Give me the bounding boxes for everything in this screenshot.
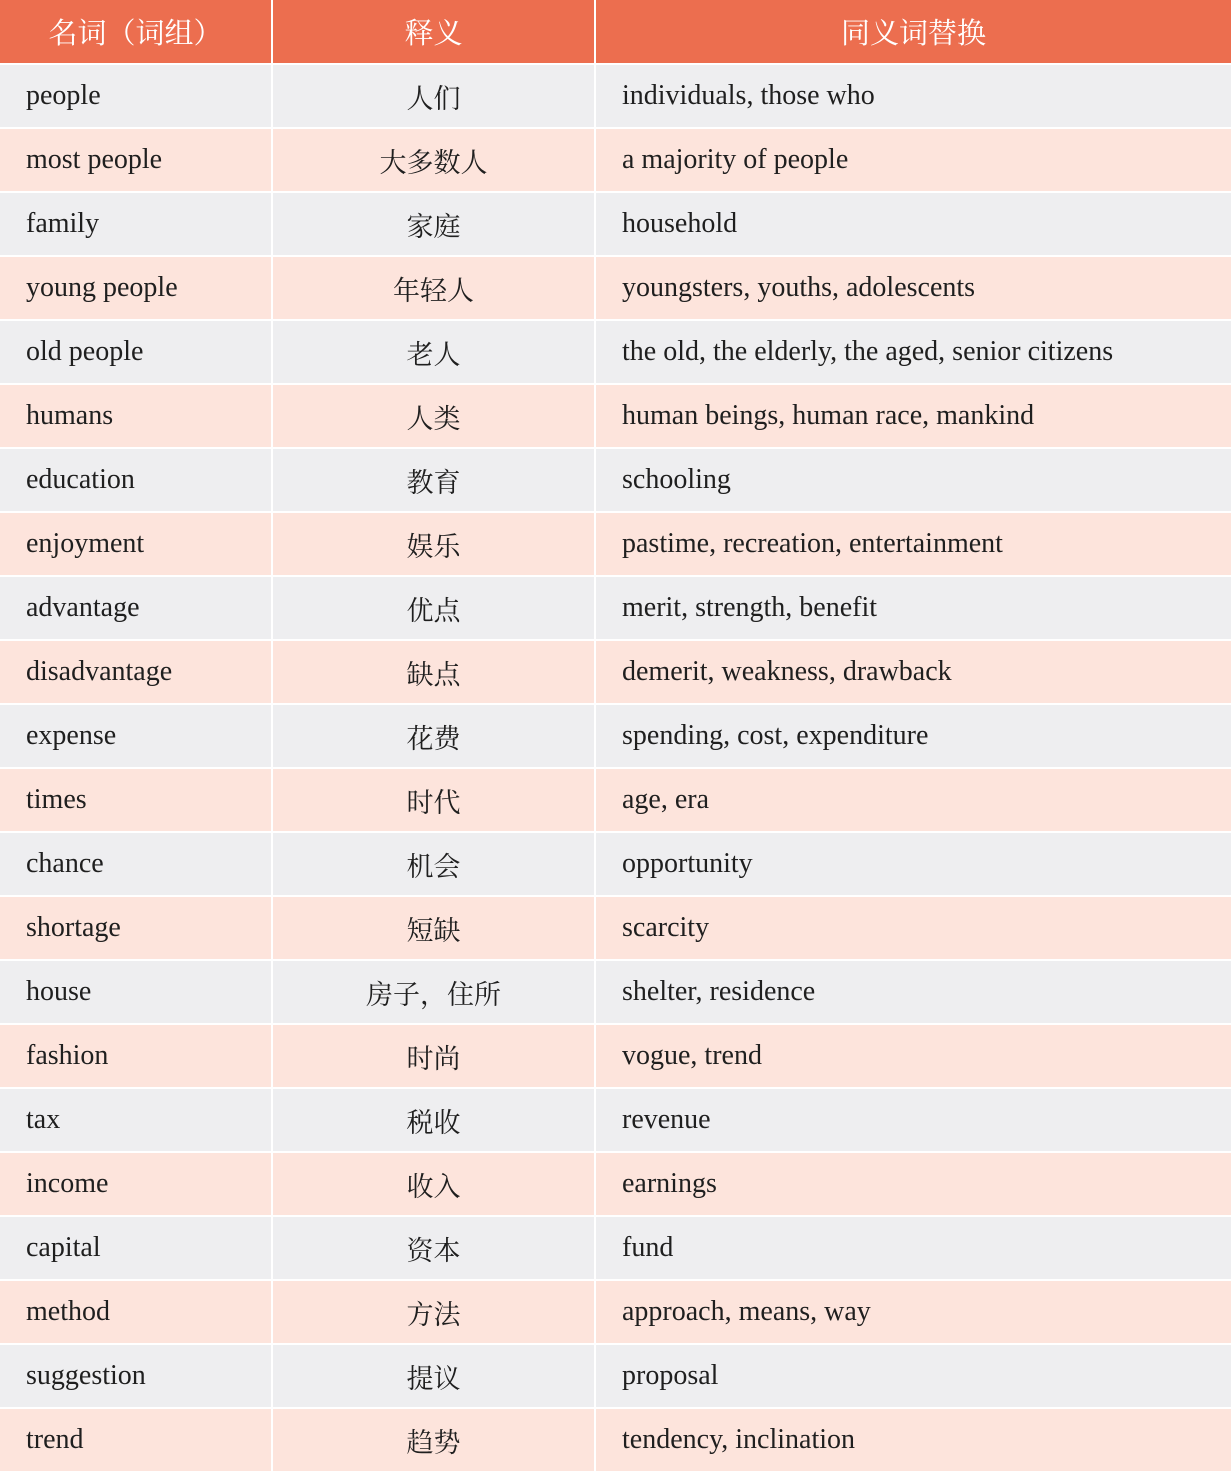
- synonyms-cell: youngsters, youths, adolescents: [595, 256, 1231, 320]
- noun-cell: income: [0, 1152, 272, 1216]
- noun-cell: method: [0, 1280, 272, 1344]
- synonyms-cell: vogue, trend: [595, 1024, 1231, 1088]
- synonyms-cell: revenue: [595, 1088, 1231, 1152]
- meaning-cell: 优点: [272, 576, 595, 640]
- meaning-cell: 短缺: [272, 896, 595, 960]
- synonyms-cell: household: [595, 192, 1231, 256]
- table-row: [0, 448, 1231, 512]
- meaning-cell: 缺点: [272, 640, 595, 704]
- synonyms-cell: proposal: [595, 1344, 1231, 1408]
- table-row: [0, 768, 1231, 832]
- meaning-cell: 娱乐: [272, 512, 595, 576]
- synonyms-cell: schooling: [595, 448, 1231, 512]
- meaning-cell: 花费: [272, 704, 595, 768]
- noun-cell: suggestion: [0, 1344, 272, 1408]
- noun-cell: tax: [0, 1088, 272, 1152]
- synonyms-cell: earnings: [595, 1152, 1231, 1216]
- table-header: [0, 0, 1231, 64]
- synonyms-cell: individuals, those who: [595, 64, 1231, 128]
- noun-cell: disadvantage: [0, 640, 272, 704]
- table-row: [0, 896, 1231, 960]
- synonyms-cell: pastime, recreation, entertainment: [595, 512, 1231, 576]
- table-row: [0, 1344, 1231, 1408]
- table-row: [0, 704, 1231, 768]
- meaning-cell: 税收: [272, 1088, 595, 1152]
- table-row: [0, 384, 1231, 448]
- meaning-cell: 时代: [272, 768, 595, 832]
- table-row: [0, 1216, 1231, 1280]
- meaning-cell: 家庭: [272, 192, 595, 256]
- meaning-cell: 大多数人: [272, 128, 595, 192]
- table-row: [0, 320, 1231, 384]
- noun-cell: trend: [0, 1408, 272, 1471]
- noun-cell: shortage: [0, 896, 272, 960]
- meaning-cell: 人们: [272, 64, 595, 128]
- meaning-cell: 提议: [272, 1344, 595, 1408]
- noun-cell: most people: [0, 128, 272, 192]
- noun-cell: expense: [0, 704, 272, 768]
- synonyms-cell: tendency, inclination: [595, 1408, 1231, 1471]
- noun-cell: enjoyment: [0, 512, 272, 576]
- synonyms-cell: human beings, human race, mankind: [595, 384, 1231, 448]
- table-row: [0, 832, 1231, 896]
- meaning-cell: 教育: [272, 448, 595, 512]
- table-row: [0, 960, 1231, 1024]
- header-noun: 名词（词组）: [0, 0, 272, 64]
- table-row: [0, 576, 1231, 640]
- noun-cell: old people: [0, 320, 272, 384]
- noun-cell: humans: [0, 384, 272, 448]
- header-row: [0, 0, 1231, 64]
- synonyms-cell: shelter, residence: [595, 960, 1231, 1024]
- header-synonyms: 同义词替换: [595, 0, 1231, 64]
- table-row: [0, 128, 1231, 192]
- meaning-cell: 房子，住所: [272, 960, 595, 1024]
- noun-cell: advantage: [0, 576, 272, 640]
- header-meaning: 释义: [272, 0, 595, 64]
- synonyms-cell: scarcity: [595, 896, 1231, 960]
- table-body: [0, 64, 1231, 1471]
- table-row: [0, 1408, 1231, 1471]
- table-row: [0, 1152, 1231, 1216]
- synonyms-cell: the old, the elderly, the aged, senior citizens: [595, 320, 1231, 384]
- noun-cell: people: [0, 64, 272, 128]
- synonyms-cell: a majority of people: [595, 128, 1231, 192]
- meaning-cell: 收入: [272, 1152, 595, 1216]
- noun-cell: house: [0, 960, 272, 1024]
- meaning-cell: 资本: [272, 1216, 595, 1280]
- table-row: [0, 1280, 1231, 1344]
- table-row: [0, 192, 1231, 256]
- synonyms-cell: age, era: [595, 768, 1231, 832]
- synonyms-cell: spending, cost, expenditure: [595, 704, 1231, 768]
- table-row: [0, 64, 1231, 128]
- meaning-cell: 趋势: [272, 1408, 595, 1471]
- noun-cell: family: [0, 192, 272, 256]
- noun-cell: times: [0, 768, 272, 832]
- table-row: [0, 512, 1231, 576]
- table-row: [0, 640, 1231, 704]
- noun-cell: education: [0, 448, 272, 512]
- table-row: [0, 1088, 1231, 1152]
- meaning-cell: 年轻人: [272, 256, 595, 320]
- noun-cell: fashion: [0, 1024, 272, 1088]
- meaning-cell: 老人: [272, 320, 595, 384]
- synonyms-cell: approach, means, way: [595, 1280, 1231, 1344]
- synonyms-cell: opportunity: [595, 832, 1231, 896]
- meaning-cell: 人类: [272, 384, 595, 448]
- noun-cell: young people: [0, 256, 272, 320]
- synonyms-cell: merit, strength, benefit: [595, 576, 1231, 640]
- meaning-cell: 时尚: [272, 1024, 595, 1088]
- synonyms-cell: fund: [595, 1216, 1231, 1280]
- noun-cell: capital: [0, 1216, 272, 1280]
- noun-cell: chance: [0, 832, 272, 896]
- meaning-cell: 机会: [272, 832, 595, 896]
- synonyms-cell: demerit, weakness, drawback: [595, 640, 1231, 704]
- meaning-cell: 方法: [272, 1280, 595, 1344]
- table-row: [0, 1024, 1231, 1088]
- table-row: [0, 256, 1231, 320]
